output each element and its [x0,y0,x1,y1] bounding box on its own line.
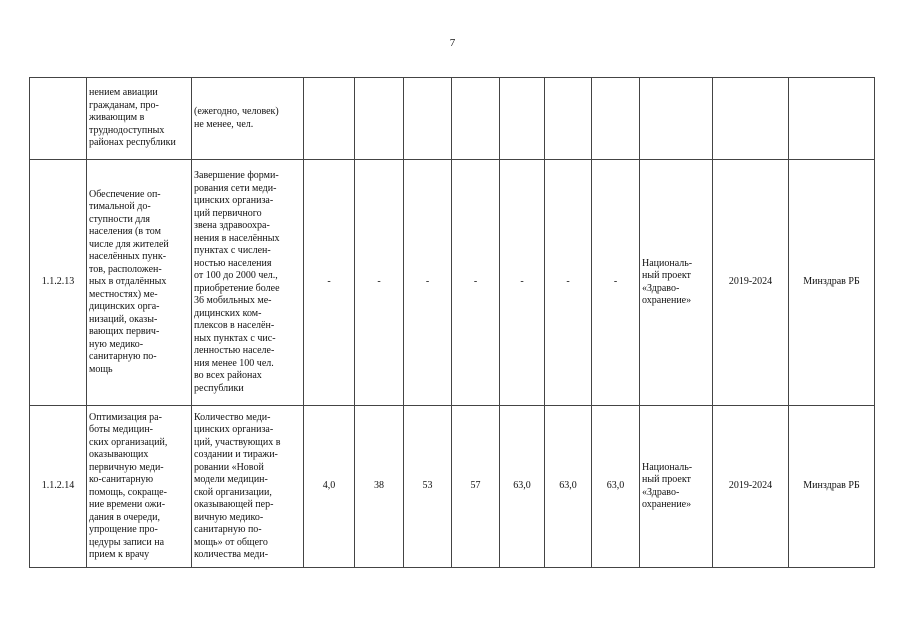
indicator-cell-line: ных пунктах с чис- [194,332,276,344]
value-cell [404,78,452,160]
indicator-cell-line: Завершение форми- [194,170,279,181]
value-cell: 63,0 [545,406,592,568]
measure-cell-line: труднодоступных [89,124,165,136]
source-cell-line: охранение» [642,499,692,510]
measure-cell-line: низаций, оказы- [89,313,158,325]
indicator-cell-line: республики [194,382,244,394]
source-cell [640,78,713,160]
indicator-cell-line: цинских организа- [194,195,274,206]
executor-cell: Минздрав РБ [789,160,875,406]
value-cell: - [304,160,355,406]
source-cell-line: ный проект [642,474,691,485]
value-cell [500,78,545,160]
value-cell: - [355,160,404,406]
value-cell [592,78,640,160]
measure-cell-line: тов, расположен- [89,263,162,275]
source-cell [640,406,713,568]
indicator-cell-line: 36 мобильных ме- [194,295,272,306]
measure-cell-line: санитарную по- [89,351,157,363]
indicator-cell-line: рования сети меди- [194,182,277,194]
period-cell: 2019-2024 [713,160,789,406]
value-cell: - [452,160,500,406]
indicator-cell-line: цинских организа- [194,424,274,435]
measure-cell-line: ко-санитарную [89,474,154,485]
row-id-cell: 1.1.2.13 [30,160,87,406]
indicator-cell-line: ций первичного [194,207,262,219]
table-row [30,406,875,568]
indicator-cell-line: количества меди- [194,549,269,560]
indicator-cell-line: нения в населённых [194,232,280,244]
measure-cell-line: живающим в [89,112,145,124]
source-cell-line: «Здраво- [642,282,680,294]
row-id-cell: 1.1.2.14 [30,406,87,568]
measure-cell-line: гражданам, про- [89,99,159,111]
value-cell: 63,0 [500,406,545,568]
indicator-cell-line: ровании «Новой [194,461,264,473]
measure-cell-line: вающих первич- [89,326,160,338]
indicator-cell-line: (ежегодно, человек) [194,106,279,117]
indicator-cell-line: Количество меди- [194,411,271,423]
source-cell-line: «Здраво- [642,486,680,498]
measure-cell-line: ную медико- [89,338,144,350]
indicator-cell-line: модели медицин- [194,474,268,485]
measure-cell-line: числе для жителей [89,238,169,250]
measure-cell-line: мощь [89,363,113,375]
measure-cell [87,160,192,406]
measure-cell-line: местностях) ме- [89,288,158,300]
value-cell [304,78,355,160]
measure-cell-line: цедуры записи на [89,536,165,548]
measure-cell-line: ступности для [89,213,150,225]
measure-cell-line: дицинских орга- [89,301,160,313]
value-cell [355,78,404,160]
measure-cell [87,406,192,568]
table-row [30,160,875,406]
indicator-cell-line: ленностью населе- [194,345,275,356]
indicator-cell-line: ций, участвующих в [194,436,281,448]
measure-cell-line: ских организаций, [89,436,168,448]
page-number: 7 [449,37,456,49]
indicator-cell-line: ской организации, [194,486,272,498]
indicator-cell-line: звена здравоохра- [194,220,270,231]
table-row [30,78,875,160]
measure-cell-line: нением авиации [89,87,158,99]
measure-cell-line: районах республики [89,137,176,149]
measure-cell-line: дания в очереди, [89,511,161,523]
measure-cell-line: Оптимизация ра- [89,411,162,423]
value-cell: 4,0 [304,406,355,568]
indicator-cell-line: приобретение более [194,282,280,294]
executor-cell [789,78,875,160]
measure-cell-line: ние времени ожи- [89,499,166,510]
measure-cell-line: первичную меди- [89,461,164,473]
value-cell [452,78,500,160]
period-cell: 2019-2024 [713,406,789,568]
measure-cell-line: населения (в том [89,226,161,238]
measure-cell [87,78,192,160]
indicator-cell-line: пунктах с числен- [194,245,271,256]
plan-table [29,77,875,568]
indicator-cell-line: дицинских ком- [194,307,262,319]
indicator-cell [192,406,304,568]
source-cell-line: ный проект [642,270,691,281]
indicator-cell-line: ностью населения [194,257,272,269]
measure-cell-line: упрощение про- [89,524,158,535]
value-cell: - [592,160,640,406]
indicator-cell-line: ния менее 100 чел. [194,357,274,369]
indicator-cell-line: во всех районах [194,370,262,381]
value-cell: - [404,160,452,406]
measure-cell-line: населённых пунк- [89,251,167,263]
value-cell: - [500,160,545,406]
indicator-cell-line: вичную медико- [194,511,264,523]
row-id-cell [30,78,87,160]
period-cell [713,78,789,160]
measure-cell-line: боты медицин- [89,424,154,435]
indicator-cell-line: санитарную по- [194,524,262,535]
value-cell [545,78,592,160]
value-cell: 57 [452,406,500,568]
indicator-cell-line: мощь» от общего [194,536,268,548]
measure-cell-line: оказывающих [89,449,149,460]
source-cell-line: охранение» [642,295,692,306]
indicator-cell [192,160,304,406]
measure-cell-line: ных в отдалённых [89,276,167,288]
source-cell-line: Националь- [642,461,693,473]
indicator-cell-line: от 100 до 2000 чел., [194,270,278,281]
indicator-cell [192,78,304,160]
source-cell-line: Националь- [642,257,693,269]
measure-cell-line: тимальной до- [89,201,151,213]
value-cell: 63,0 [592,406,640,568]
executor-cell: Минздрав РБ [789,406,875,568]
value-cell: - [545,160,592,406]
measure-cell-line: прием к врачу [89,549,150,560]
indicator-cell-line: создании и тиражи- [194,449,278,460]
indicator-cell-line: оказывающей пер- [194,499,274,510]
measure-cell-line: помощь, сокраще- [89,486,167,498]
value-cell: 53 [404,406,452,568]
measure-cell-line: Обеспечение оп- [89,188,161,200]
indicator-cell-line: плексов в населён- [194,320,275,331]
source-cell [640,160,713,406]
indicator-cell-line: не менее, чел. [194,118,254,130]
value-cell: 38 [355,406,404,568]
